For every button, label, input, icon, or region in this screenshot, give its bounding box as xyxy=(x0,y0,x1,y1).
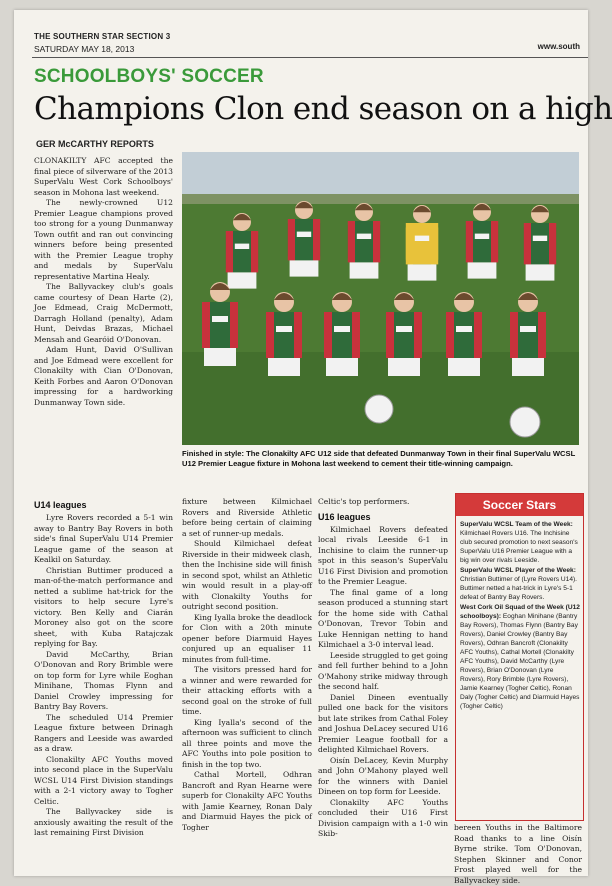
section-kicker: SCHOOLBOYS' SOCCER xyxy=(34,66,264,87)
paragraph: Kilmichael Rovers defeated local rivals Leeside 6-1 in Inchisine to claim the runner-up spot in this season's SuperValu U16 First Division and promotion to the Premier League. xyxy=(318,524,448,586)
website: www.south xyxy=(537,42,580,51)
paragraph: Should Kilmichael defeat Riverside in their midweek clash, then the Inchisine side will finish in second spot, whilst an Athletic win would result in a play-off with Clonakilty Youths for outright second position. xyxy=(182,539,312,611)
paragraph: King Iyalla's second of the afternoon was sufficient to clinch all three points and move the AFC Youths into pole position to finish in the top two. xyxy=(182,717,312,769)
paragraph: The visitors pressed hard for a winner and were rewarded for their attacking efforts with a second goal on the stroke of full time. xyxy=(182,665,312,716)
soccer-stars-title: Soccer Stars xyxy=(456,494,583,516)
team-photo xyxy=(182,152,579,445)
paragraph: David McCarthy, Brian O'Donovan and Rory Brimble were on top form for Lyre while Eoghan Minihane, Thomas Flynn and Daniel Crowley impressing for Bantry Bay Rovers. xyxy=(34,649,173,711)
paragraph: The newly-crowned U12 Premier League champions proved too strong for a young Dunmanway Town outfit and ran out convincing winners before being presented with the Premier League trophy and medals by SuperValu representative Martina Healy. xyxy=(34,198,173,281)
article-column-1-lower xyxy=(34,496,173,839)
team-of-week-label: SuperValu WCSL Team of the Week: xyxy=(460,521,573,528)
rule-divider xyxy=(32,57,588,58)
paragraph: Cathal Mortell, Odhran Bancroft and Ryan Hearne were superb for Clonakilty AFC Youths with Jamie Kearney, Ronan Daly and Diarmuid Hayes the pick of Togher xyxy=(182,770,312,832)
byline: GER McCARTHY REPORTS xyxy=(36,139,154,149)
soccer-stars-body xyxy=(460,520,580,712)
subheading-u16: U16 leagues xyxy=(318,511,371,522)
team-photo-illustration xyxy=(182,152,579,445)
paragraph: King Iyalla broke the deadlock for Clon with a 20th minute opener before Diarmuid Hayes conjured up an equaliser 11 minutes from full-time. xyxy=(182,612,312,664)
paragraph: The final game of a long season produced a stunning start for the home side with Cathal O'Donovan, Trevor Tobin and Luke Hennigan netting to hand Kilmichael a 3-0 interval lead. xyxy=(318,587,448,649)
paragraph: The Ballyvackey club's goals came courtesy of Dean Harte (2), Joe Edmead, Craig McDermott, Darragh Holland (penalty), Adam Hunt, Deivdas Brazas, Michael Mensah and Gearóid O'Donovan. xyxy=(34,282,173,344)
paragraph: Celtic's top performers. xyxy=(318,497,410,506)
paragraph: CLONAKILTY AFC accepted the final piece of silverware of the 2013 SuperValu West Cork Schoolboys' season in Mohona last weekend. xyxy=(34,156,173,197)
player-of-week-text: Christian Buttimer of (Lyre Rovers U14). Buttimer netted a hat-trick in Lyre's 5-1 defeat of Bantry Bay Rovers. xyxy=(460,576,578,601)
paragraph: Lyre Rovers recorded a 5-1 win away to Bantry Bay Rovers in both side's final SuperValu U14 Premier League game of the season at Kealkil on Saturday. xyxy=(34,513,173,564)
paragraph: The Ballyvackey side is anxiously awaiting the result of the last remaining First Division xyxy=(34,807,173,837)
paragraph: bereen Youths in the Baltimore Road thanks to a line Oisín Byrne strike. Tom O'Donovan, Stephen Skinner and Conor Frost played well for the Ballyvackey side. xyxy=(454,823,582,885)
issue-date: SATURDAY MAY 18, 2013 xyxy=(34,44,135,54)
newspaper-page xyxy=(14,10,612,885)
masthead xyxy=(34,32,170,41)
subheading-u14: U14 leagues xyxy=(34,500,87,510)
photo-caption: Finished in style: The Clonakilty AFC U12 side that defeated Dunmanway Town in their final SuperValu WCSL U12 Premier League fixture in Mohona last weekend to cement their title-winning campaign. xyxy=(182,449,576,468)
paragraph: fixture between Kilmichael Rovers and Riverside Athletic before being certain of claiming a set of runner-up medals. xyxy=(182,497,312,538)
paragraph: Adam Hunt, David O'Sullivan and Joe Edmead were excellent for Clonakilty with Cian O'Donovan, Keith Forbes and Aaron O'Donovan impressing for a hardworking Dunmanway Town side. xyxy=(34,345,173,407)
paragraph: Oisín DeLacey, Kevin Murphy and John O'Mahony played well for the winners with Daniel Dineen on top form for Leeside. xyxy=(318,755,448,796)
squad-of-week-text: Eoghan Minihane (Bantry Bay Rovers), Thomas Flynn (Bantry Bay Rovers), Daniel Crowley (Bantry Bay Rovers), Odhran Bancroft (Clonakilty AFC Youths), Cathal Mortell (Clonakilty AFC Youths), David McCarthy (Lyre Rovers), Brian O'Donovan (Lyre Rovers), Rory Brimble (Lyre Rovers), Jamie Kearney (Togher Celtic), Ronan Daly (Togher Celtic) and Diarmuid Hayes (Togher Celtic) xyxy=(460,613,580,710)
paper-name: THE SOUTHERN STAR xyxy=(34,32,124,41)
squad-of-week-label: West Cork Oil Squad of the Week (U12 schoolboys): xyxy=(460,604,580,620)
paragraph: Clonakilty AFC Youths concluded their U16 First Division campaign with a 1-0 win Skib- xyxy=(318,797,448,838)
headline: Champions Clon end season on a high xyxy=(34,91,612,127)
paragraph: Christian Buttimer produced a man-of-the-match performance and netted a sublime hat-trick for the visitors to help secure Lyre's victory. Ben Kelly and Ciarán Moroney also got on the score sheet, with Kuba Ratajczak replying for Bay. xyxy=(34,565,173,648)
paragraph: Clonakilty AFC Youths moved into second place in the SuperValu WCSL U14 First Division standings with a 2-1 victory away to Togher Celtic. xyxy=(34,754,173,806)
article-column-1 xyxy=(34,156,173,408)
player-of-week-label: SuperValu WCSL Player of the Week: xyxy=(460,567,576,574)
paragraph: Daniel Dineen eventually pulled one back for the visitors but late strikes from Cathal Foley and Joshua DeLacey secured U16 Premier League football for a delighted Kilmichael Rovers. xyxy=(318,692,448,754)
paragraph: The scheduled U14 Premier League fixture between Drinagh Rangers and Leeside was awarded as a draw. xyxy=(34,712,173,753)
team-of-week-text: Kilmichael Rovers U16. The Inchisine club secured promotion to next season's SuperValu U16 Premier League with a big win over rivals Leeside. xyxy=(460,530,578,564)
section-label: SECTION 3 xyxy=(126,32,171,41)
soccer-stars-box xyxy=(455,493,584,821)
article-column-3 xyxy=(318,497,448,840)
paragraph: Leeside struggled to get going and fell further behind to a John O'Mahony strike midway through the second half. xyxy=(318,650,448,691)
article-column-2 xyxy=(182,497,312,833)
article-column-4-tail xyxy=(454,823,582,886)
